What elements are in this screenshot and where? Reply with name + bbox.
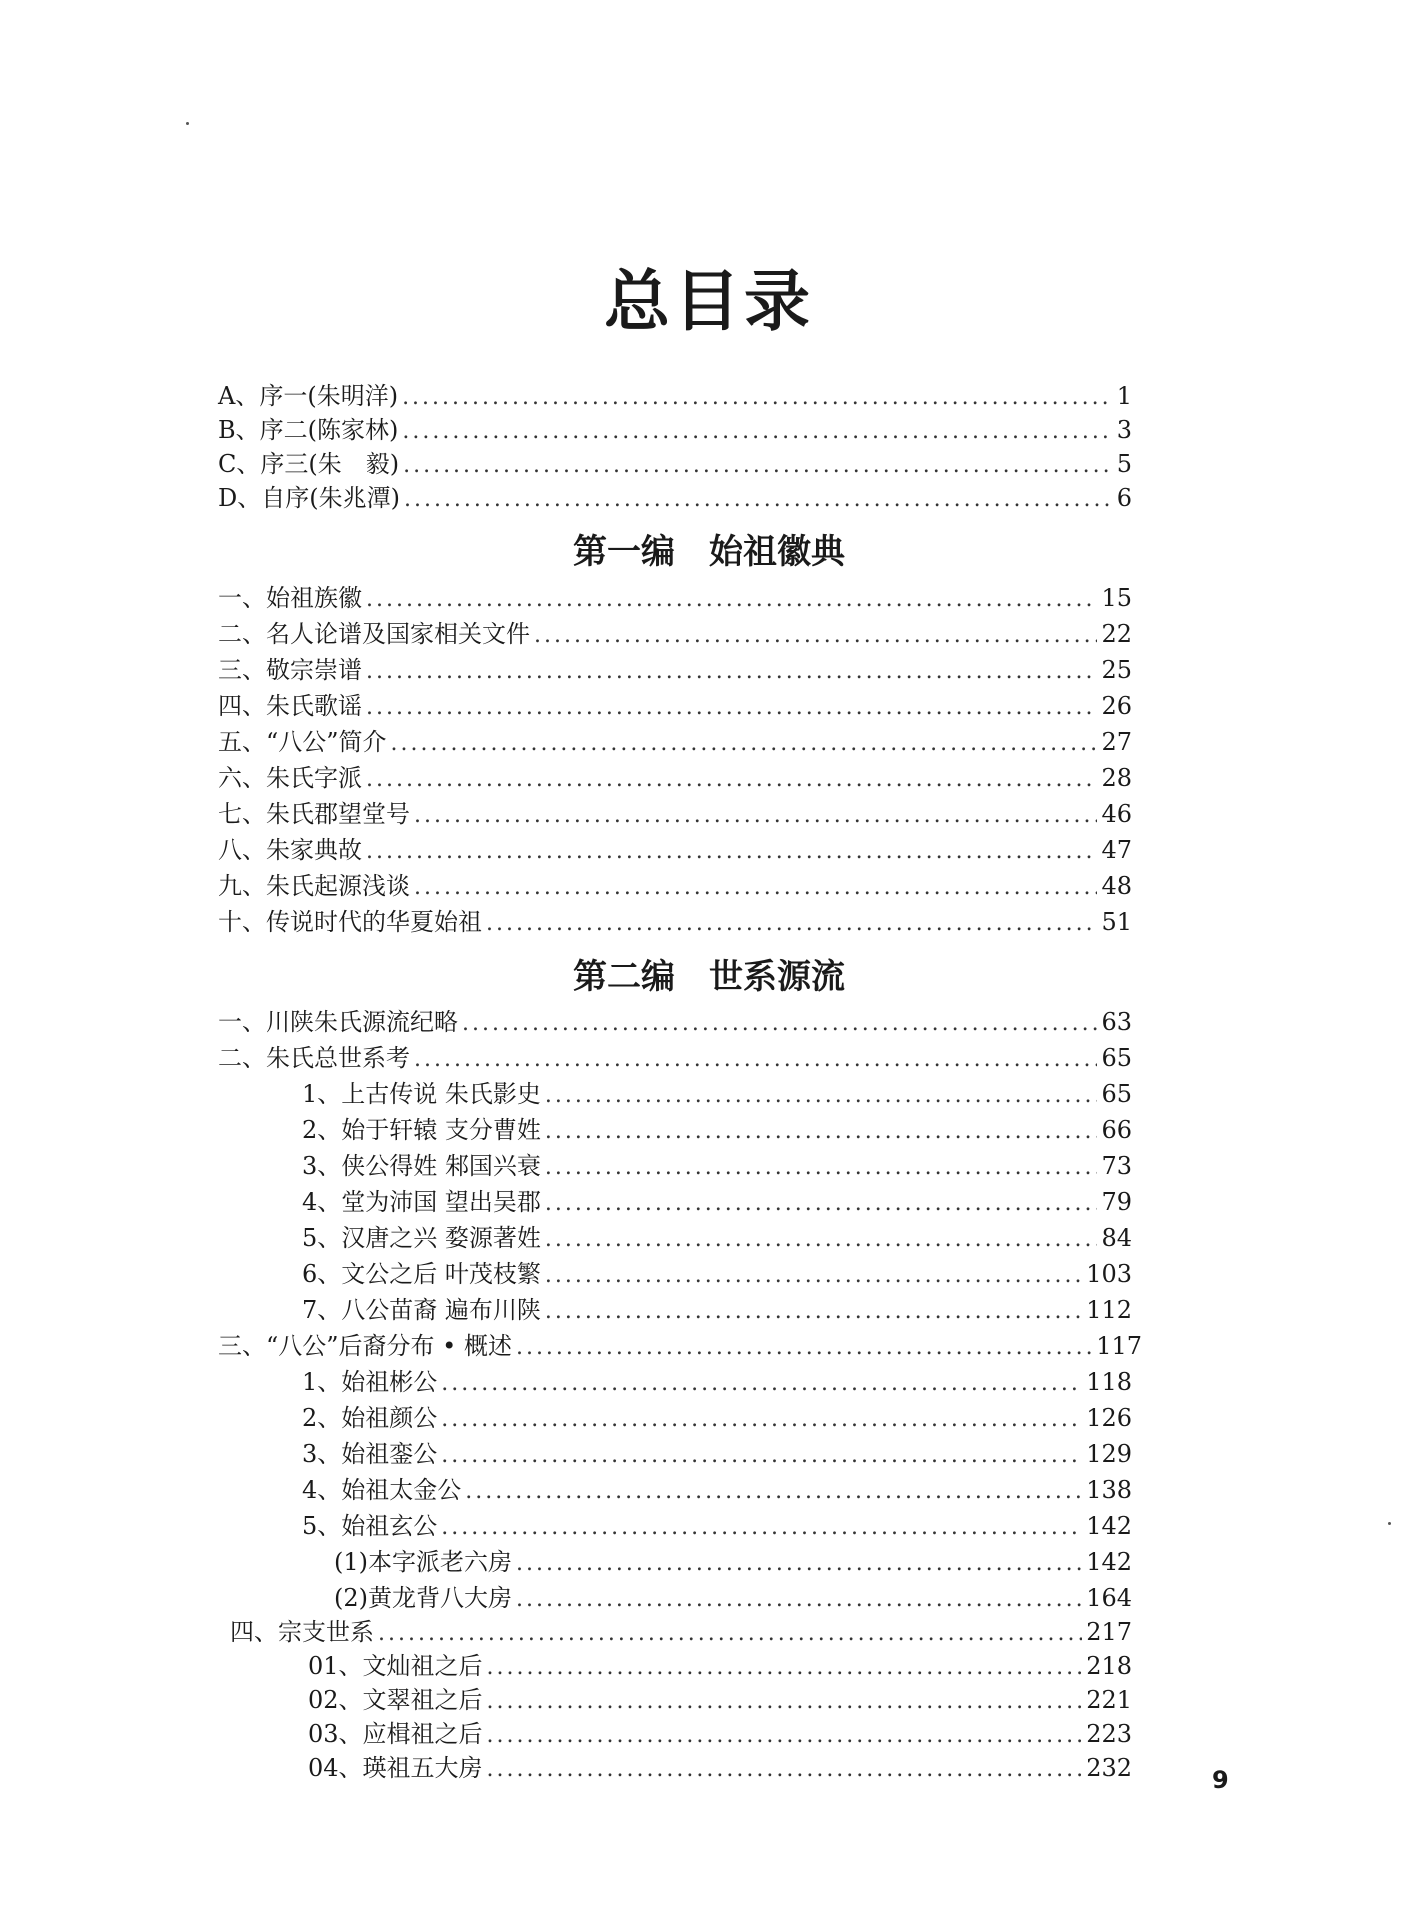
toc-entry-label: 二、名人论谱及国家相关文件 [218, 620, 530, 648]
dot-leader [366, 584, 1097, 616]
toc-entry[interactable] [308, 1752, 1132, 1784]
toc-entry[interactable] [218, 906, 1132, 938]
toc-entry-page: 47 [1101, 836, 1132, 864]
toc-entry-label: 7、八公苗裔 遍布川陕 [302, 1296, 541, 1324]
toc-entry-page: 84 [1101, 1224, 1132, 1252]
toc-entry[interactable] [302, 1078, 1132, 1110]
toc-entry-page: 112 [1086, 1296, 1132, 1324]
toc-entry-label: 02、文翠祖之后 [308, 1686, 483, 1714]
toc-entry-page: 65 [1101, 1080, 1132, 1108]
toc-entry[interactable] [302, 1294, 1132, 1326]
dot-leader [516, 1332, 1092, 1364]
dot-leader [366, 656, 1097, 688]
toc-entry-label: 十、传说时代的华夏始祖 [218, 908, 482, 936]
toc-entry-label: 3、侠公得姓 邾国兴衰 [302, 1152, 541, 1180]
dot-leader [366, 836, 1097, 868]
toc-entry-label: 三、“八公”后裔分布 • 概述 [218, 1332, 512, 1360]
toc-entry[interactable] [302, 1186, 1132, 1218]
toc-entry[interactable] [230, 1616, 1132, 1648]
dot-leader [414, 800, 1097, 832]
toc-entry-page: 79 [1101, 1188, 1132, 1216]
toc-entry-page: 46 [1101, 800, 1132, 828]
toc-entry-preface-a[interactable] [218, 380, 1132, 412]
dot-leader [404, 484, 1113, 516]
toc-entry-page: 51 [1101, 908, 1132, 936]
toc-entry-label: 4、堂为沛国 望出吴郡 [302, 1188, 541, 1216]
section-heading-part2: 第二编 世系源流 [573, 957, 845, 997]
toc-entry-label: 1、始祖彬公 [302, 1368, 438, 1396]
dot-leader [414, 1044, 1097, 1076]
scan-speck [186, 122, 189, 125]
toc-entry[interactable] [302, 1510, 1132, 1542]
toc-entry-page: 3 [1116, 416, 1132, 444]
toc-entry-page: 66 [1101, 1116, 1132, 1144]
toc-entry-page: 73 [1101, 1152, 1132, 1180]
toc-entry[interactable] [302, 1402, 1132, 1434]
toc-entry-page: 221 [1086, 1686, 1132, 1714]
dot-leader [545, 1260, 1082, 1292]
toc-entry[interactable] [302, 1474, 1132, 1506]
toc-entry-page: 142 [1086, 1512, 1132, 1540]
toc-entry[interactable] [218, 834, 1132, 866]
toc-entry-label: (1)本字派老六房 [334, 1548, 512, 1576]
toc-entry-label: 九、朱氏起源浅谈 [218, 872, 410, 900]
toc-entry-label: 一、始祖族徽 [218, 584, 362, 612]
toc-entry[interactable] [308, 1684, 1132, 1716]
dot-leader [378, 1618, 1082, 1650]
toc-entry-label: 3、始祖銮公 [302, 1440, 438, 1468]
toc-entry-page: 218 [1086, 1652, 1132, 1680]
toc-entry-label: 03、应楫祖之后 [308, 1720, 483, 1748]
dot-leader [441, 1404, 1082, 1436]
toc-entry-page: 63 [1101, 1008, 1132, 1036]
toc-entry-label: 二、朱氏总世系考 [218, 1044, 410, 1072]
dot-leader [516, 1548, 1082, 1580]
toc-entry[interactable] [302, 1114, 1132, 1146]
toc-entry[interactable] [302, 1222, 1132, 1254]
toc-entry[interactable] [218, 1042, 1132, 1074]
toc-entry-page: 5 [1116, 450, 1132, 478]
toc-entry-page: 129 [1086, 1440, 1132, 1468]
toc-entry-label: 一、川陕朱氏源流纪略 [218, 1008, 458, 1036]
section-heading-part1: 第一编 始祖徽典 [573, 532, 845, 572]
toc-entry-page: 217 [1086, 1618, 1132, 1646]
toc-entry[interactable] [218, 582, 1132, 614]
toc-entry[interactable] [218, 1330, 1142, 1362]
dot-leader [403, 450, 1113, 482]
dot-leader [465, 1476, 1082, 1508]
toc-entry-label: 2、始于轩辕 支分曹姓 [302, 1116, 541, 1144]
toc-entry-page: 22 [1101, 620, 1132, 648]
toc-entry-label: 01、文灿祖之后 [308, 1652, 483, 1680]
dot-leader [414, 872, 1097, 904]
toc-entry[interactable] [302, 1366, 1132, 1398]
toc-entry[interactable] [308, 1650, 1132, 1682]
dot-leader [402, 382, 1113, 414]
toc-entry-page: 103 [1086, 1260, 1132, 1288]
toc-entry-label: D、自序(朱兆潭) [218, 484, 400, 512]
toc-entry-page: 27 [1101, 728, 1132, 756]
dot-leader [516, 1584, 1082, 1616]
toc-entry-label: 六、朱氏字派 [218, 764, 362, 792]
toc-entry-page: 164 [1086, 1584, 1132, 1612]
toc-entry-label: A、序一(朱明洋) [218, 382, 399, 410]
dot-leader [545, 1296, 1082, 1328]
dot-leader [545, 1116, 1098, 1148]
toc-entry-label: 三、敬宗崇谱 [218, 656, 362, 684]
toc-entry-page: 25 [1101, 656, 1132, 684]
toc-entry[interactable] [218, 762, 1132, 794]
dot-leader [487, 1754, 1083, 1786]
toc-entry-page: 142 [1086, 1548, 1132, 1576]
toc-entry-page: 28 [1101, 764, 1132, 792]
dot-leader [545, 1152, 1098, 1184]
toc-entry[interactable] [302, 1258, 1132, 1290]
toc-entry-label: 2、始祖颜公 [302, 1404, 438, 1432]
dot-leader [545, 1224, 1098, 1256]
toc-entry-page: 223 [1086, 1720, 1132, 1748]
toc-entry-label: 6、文公之后 叶茂枝繁 [302, 1260, 541, 1288]
toc-entry[interactable] [334, 1546, 1132, 1578]
toc-entry-page: 118 [1086, 1368, 1132, 1396]
toc-entry-label: C、序三(朱 毅) [218, 450, 400, 478]
dot-leader [391, 728, 1098, 760]
toc-entry-page: 1 [1116, 382, 1132, 410]
toc-entry[interactable] [302, 1438, 1132, 1470]
toc-entry[interactable] [218, 870, 1132, 902]
dot-leader [462, 1008, 1097, 1040]
toc-entry-page: 232 [1086, 1754, 1132, 1782]
toc-entry-page: 48 [1101, 872, 1132, 900]
toc-entry[interactable] [218, 690, 1132, 722]
toc-entry[interactable] [218, 618, 1132, 650]
toc-entry-page: 126 [1086, 1404, 1132, 1432]
dot-leader [366, 692, 1097, 724]
toc-entry-label: 5、汉唐之兴 婺源著姓 [302, 1224, 541, 1252]
toc-entry-label: 八、朱家典故 [218, 836, 362, 864]
toc-entry[interactable] [218, 798, 1132, 830]
toc-entry-page: 6 [1116, 484, 1132, 512]
toc-entry-preface-d[interactable] [218, 482, 1132, 514]
toc-entry[interactable] [218, 726, 1132, 758]
dot-leader [486, 908, 1097, 940]
toc-entry-label: 1、上古传说 朱氏影史 [302, 1080, 541, 1108]
toc-entry-page: 26 [1101, 692, 1132, 720]
toc-entry-label: (2)黄龙背八大房 [334, 1584, 512, 1612]
page-number: 9 [1212, 1766, 1229, 1794]
dot-leader [402, 416, 1112, 448]
dot-leader [545, 1080, 1098, 1112]
toc-entry-label: 四、朱氏歌谣 [218, 692, 362, 720]
dot-leader [487, 1652, 1083, 1684]
dot-leader [441, 1512, 1082, 1544]
toc-entry-label: 四、宗支世系 [230, 1618, 374, 1646]
dot-leader [534, 620, 1097, 652]
toc-entry-page: 15 [1101, 584, 1132, 612]
toc-entry-preface-c[interactable] [218, 448, 1132, 480]
dot-leader [545, 1188, 1098, 1220]
toc-entry-label: 5、始祖玄公 [302, 1512, 438, 1540]
dot-leader [441, 1440, 1082, 1472]
dot-leader [366, 764, 1097, 796]
toc-entry-label: 4、始祖太金公 [302, 1476, 462, 1504]
toc-entry-page: 138 [1086, 1476, 1132, 1504]
toc-entry-label: 五、“八公”简介 [218, 728, 387, 756]
dot-leader [487, 1686, 1083, 1718]
toc-entry-label: 七、朱氏郡望堂号 [218, 800, 410, 828]
toc-entry-label: B、序二(陈家林) [218, 416, 399, 444]
toc-entry-page: 117 [1096, 1332, 1142, 1360]
toc-entry[interactable] [302, 1150, 1132, 1182]
toc-entry[interactable] [218, 654, 1132, 686]
toc-entry[interactable] [334, 1582, 1132, 1614]
scan-speck [1388, 1522, 1391, 1525]
toc-entry-preface-b[interactable] [218, 414, 1132, 446]
toc-entry-page: 65 [1101, 1044, 1132, 1072]
toc-entry-label: 04、瑛祖五大房 [308, 1754, 483, 1782]
toc-entry[interactable] [218, 1006, 1132, 1038]
dot-leader [441, 1368, 1082, 1400]
page-title: 总目录 [604, 263, 814, 340]
toc-entry[interactable] [308, 1718, 1132, 1750]
dot-leader [487, 1720, 1083, 1752]
